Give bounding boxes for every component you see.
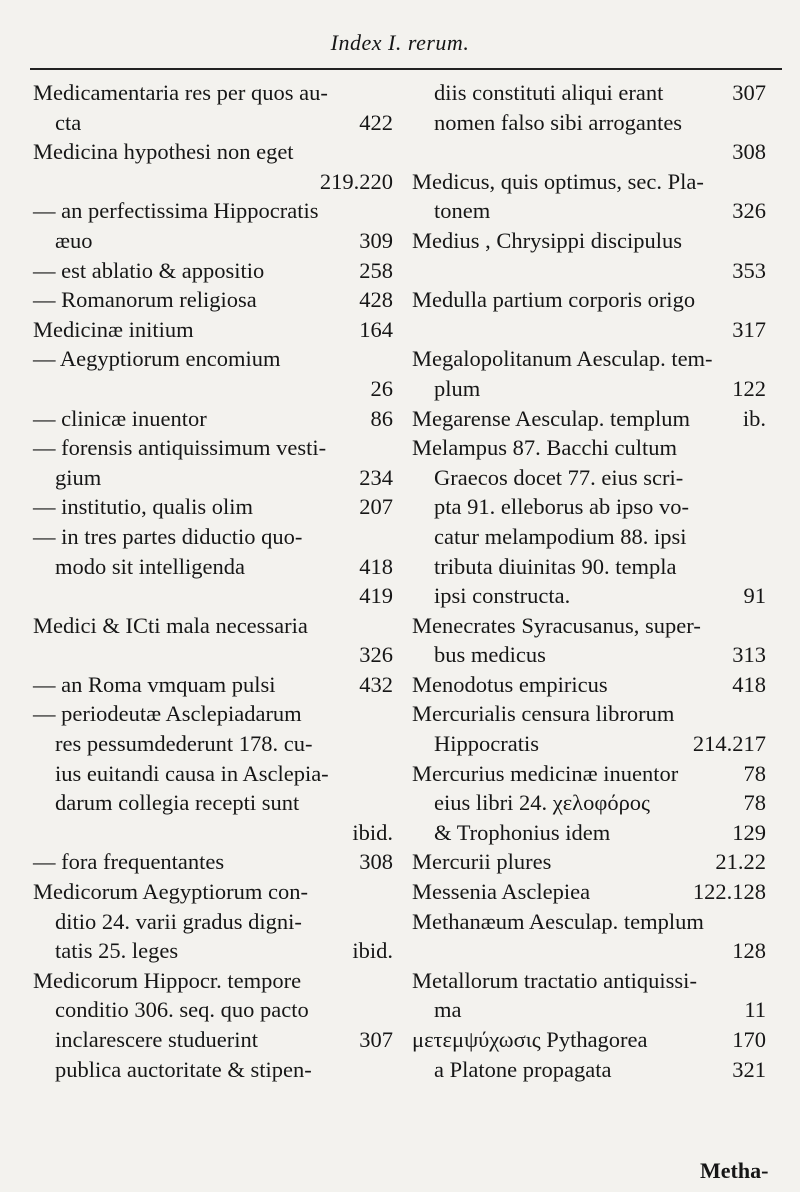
index-line — [412, 492, 766, 522]
index-line — [33, 552, 393, 582]
index-line — [33, 137, 393, 167]
index-line — [33, 433, 393, 463]
index-text: ma — [434, 997, 462, 1023]
index-line — [412, 167, 766, 197]
index-text: — forensis antiquissimum vesti- — [33, 435, 327, 461]
index-line — [33, 492, 393, 522]
index-line — [412, 936, 766, 966]
index-line — [33, 463, 393, 493]
page-reference: 308 — [359, 849, 393, 875]
page-reference: ibid. — [352, 938, 393, 964]
index-line — [33, 699, 393, 729]
index-entry — [33, 78, 393, 137]
page-reference: 353 — [732, 257, 766, 283]
index-line — [33, 670, 393, 700]
index-line — [33, 374, 393, 404]
index-line — [412, 404, 766, 434]
index-text: Melampus 87. Bacchi cultum — [412, 435, 677, 461]
index-text: modo sit intelligenda — [55, 553, 245, 579]
index-text: ditio 24. varii gradus digni- — [55, 908, 302, 934]
index-line — [412, 788, 766, 818]
index-entry — [33, 196, 393, 255]
index-text: — fora frequentantes — [33, 849, 225, 875]
index-text: — in tres partes diductio quo- — [33, 523, 303, 549]
page-reference: 234 — [359, 464, 393, 490]
index-text: Medulla partium corporis origo — [412, 287, 696, 313]
page-reference: 129 — [732, 819, 766, 845]
index-entry — [412, 167, 766, 226]
index-text: res pessumdederunt 178. cu- — [55, 731, 313, 757]
page-reference: 122.128 — [692, 879, 766, 905]
index-entry — [412, 433, 766, 611]
page-reference: 91 — [743, 583, 766, 609]
index-text: tributa diuinitas 90. templa — [434, 553, 677, 579]
index-line — [412, 256, 766, 286]
index-text: plum — [434, 375, 481, 401]
index-entry — [412, 285, 766, 344]
index-text: Megalopolitanum Aesculap. tem- — [412, 346, 713, 372]
index-text: Medicus, quis optimus, sec. Pla- — [412, 168, 704, 194]
page-reference: 86 — [370, 405, 393, 431]
running-header: Index I. rerum. — [330, 30, 470, 55]
index-text: — est ablatio & appositio — [33, 257, 265, 283]
index-line — [33, 581, 393, 611]
index-line — [412, 374, 766, 404]
index-line — [33, 1025, 393, 1055]
index-line — [33, 315, 393, 345]
page-reference: 419 — [359, 583, 393, 609]
index-line — [33, 78, 393, 108]
index-text: inclarescere studuerint — [55, 1027, 259, 1052]
index-entry — [412, 670, 766, 700]
index-text: Messenia Asclepiea — [412, 879, 591, 905]
index-entry — [33, 344, 393, 403]
index-text: publica auctoritate & stipen- — [55, 1056, 312, 1082]
page-reference: 308 — [732, 139, 766, 165]
index-line — [412, 611, 766, 641]
page-reference: ibid. — [352, 819, 393, 845]
index-line — [412, 196, 766, 226]
index-line — [412, 137, 766, 167]
index-text: darum collegia recepti sunt — [55, 790, 300, 816]
index-line — [412, 581, 766, 611]
page-reference: 307 — [732, 80, 766, 105]
index-text: Medicamentaria res per quos au- — [33, 80, 328, 105]
index-line — [412, 877, 766, 907]
index-text: Methanæum Aesculap. templum — [412, 908, 704, 934]
index-line — [412, 907, 766, 937]
index-line — [33, 108, 393, 138]
index-text: eius libri 24. χελοφόρος — [434, 790, 650, 816]
page-reference: 418 — [359, 553, 393, 579]
index-entry — [412, 966, 766, 1025]
index-line — [412, 315, 766, 345]
index-line — [412, 552, 766, 582]
page-reference: 26 — [370, 375, 393, 401]
page-reference: 170 — [732, 1027, 766, 1052]
index-line — [33, 640, 393, 670]
index-text: conditio 306. seq. quo pacto — [55, 997, 309, 1023]
index-entry — [412, 907, 766, 966]
index-entry — [412, 847, 766, 877]
index-text: ipsi constructa. — [434, 583, 571, 609]
index-text: Mercurii plures — [412, 849, 552, 875]
page-reference: 321 — [732, 1056, 766, 1082]
index-line — [412, 847, 766, 877]
page-reference: 128 — [732, 938, 766, 964]
index-line — [33, 344, 393, 374]
index-line — [412, 463, 766, 493]
index-text: æuo — [55, 227, 93, 253]
page-reference: 78 — [743, 790, 766, 816]
page-reference: 313 — [732, 642, 766, 668]
index-entry — [33, 877, 393, 966]
index-line — [412, 78, 766, 108]
page-reference: 164 — [359, 316, 393, 342]
index-entry — [412, 611, 766, 670]
index-line — [412, 433, 766, 463]
index-line — [33, 907, 393, 937]
page-reference: 307 — [359, 1027, 393, 1052]
page-reference: 78 — [743, 760, 766, 786]
index-entry — [33, 966, 393, 1084]
index-line — [33, 404, 393, 434]
index-entry — [33, 433, 393, 492]
index-line — [33, 256, 393, 286]
page-reference: 326 — [732, 198, 766, 224]
index-text: pta 91. elleborus ab ipso vo- — [434, 494, 689, 520]
index-text: Graecos docet 77. eius scri- — [434, 464, 684, 490]
index-entry — [33, 522, 393, 611]
index-line — [412, 1025, 766, 1055]
index-entry — [412, 1025, 766, 1084]
index-text: Medicorum Aegyptiorum con- — [33, 879, 308, 905]
index-line — [33, 522, 393, 552]
index-entry — [33, 404, 393, 434]
index-text: tatis 25. leges — [55, 938, 179, 964]
index-text: — Aegyptiorum encomium — [33, 346, 281, 372]
index-line — [412, 522, 766, 552]
index-text: Medicorum Hippocr. tempore — [33, 967, 302, 993]
page-reference: 11 — [744, 997, 766, 1023]
index-line — [412, 966, 766, 996]
index-text: Menodotus empiricus — [412, 671, 608, 697]
page-reference: 122 — [732, 375, 766, 401]
left-column — [33, 78, 393, 1084]
index-line — [33, 196, 393, 226]
index-line — [33, 226, 393, 256]
index-text: — periodeutæ Asclepiadarum — [33, 701, 302, 727]
index-text: Megarense Aesculap. templum — [412, 405, 691, 431]
index-entry — [33, 699, 393, 847]
index-text: & Trophonius idem — [434, 819, 611, 845]
index-line — [33, 818, 393, 848]
header-rule — [30, 68, 782, 70]
index-text: tonem — [434, 198, 491, 224]
page-reference: 326 — [359, 642, 393, 668]
index-text: Medicina hypothesi non eget — [33, 139, 294, 165]
index-entry — [33, 847, 393, 877]
index-line — [412, 995, 766, 1025]
page-reference: 428 — [359, 287, 393, 313]
page-reference: 432 — [359, 671, 393, 697]
index-line — [33, 729, 393, 759]
index-text: — institutio, qualis olim — [33, 494, 254, 520]
page-reference: 207 — [359, 494, 393, 520]
index-line — [412, 344, 766, 374]
index-line — [412, 759, 766, 789]
index-line — [412, 1055, 766, 1085]
index-line — [33, 847, 393, 877]
index-line — [412, 699, 766, 729]
page-reference: 418 — [732, 671, 766, 697]
index-line — [412, 108, 766, 138]
index-entry — [412, 226, 766, 285]
index-line — [33, 877, 393, 907]
index-text: — an perfectissima Hippocratis — [33, 198, 319, 224]
index-text: Medici & ICti mala necessaria — [33, 612, 308, 638]
page-reference: 317 — [732, 316, 766, 342]
index-text: Mercurialis censura librorum — [412, 701, 675, 727]
index-entry — [412, 78, 766, 167]
index-entry — [33, 285, 393, 315]
index-text: Mercurius medicinæ inuentor — [412, 760, 679, 786]
index-text: diis constituti aliqui erant — [434, 80, 664, 105]
index-entry — [412, 344, 766, 403]
index-line — [412, 818, 766, 848]
index-line — [412, 640, 766, 670]
index-text: gium — [55, 464, 102, 490]
index-text: bus medicus — [434, 642, 546, 668]
index-text: Metallorum tractatio antiquissi- — [412, 967, 697, 993]
index-line — [33, 995, 393, 1025]
index-line — [33, 167, 393, 197]
index-entry — [412, 877, 766, 907]
index-line — [412, 226, 766, 256]
index-entry — [33, 670, 393, 700]
index-entry — [412, 699, 766, 758]
page-reference: 214.217 — [692, 731, 766, 757]
index-line — [33, 611, 393, 641]
index-entry — [412, 759, 766, 848]
page-reference: ib. — [742, 405, 766, 431]
page-reference: 21.22 — [715, 849, 766, 875]
index-text: cta — [55, 109, 82, 135]
index-line — [33, 788, 393, 818]
index-text: ius euitandi causa in Asclepia- — [55, 760, 329, 786]
index-text: nomen falso sibi arrogantes — [434, 109, 683, 135]
index-text: Medius , Chrysippi discipulus — [412, 227, 683, 253]
index-line — [33, 285, 393, 315]
index-text: — clinicæ inuentor — [33, 405, 207, 431]
page-reference: 309 — [359, 227, 393, 253]
index-text: μετεμψύχωσις Pythagorea — [412, 1027, 648, 1052]
index-text: Medicinæ initium — [33, 316, 194, 342]
index-line — [412, 285, 766, 315]
index-text: Menecrates Syracusanus, super- — [412, 612, 701, 638]
index-entry — [33, 492, 393, 522]
index-line — [412, 729, 766, 759]
index-line — [412, 670, 766, 700]
right-column — [412, 78, 766, 1084]
index-line — [33, 759, 393, 789]
catchword: Metha- — [700, 1158, 769, 1183]
index-entry — [412, 404, 766, 434]
index-entry — [33, 315, 393, 345]
page-reference: 219.220 — [319, 168, 393, 194]
index-entry — [33, 256, 393, 286]
index-line — [33, 966, 393, 996]
index-line — [33, 1055, 393, 1085]
index-text: — an Roma vmquam pulsi — [33, 671, 276, 697]
page-reference: 258 — [359, 257, 393, 283]
index-entry — [33, 611, 393, 670]
index-text: a Platone propagata — [434, 1056, 612, 1082]
index-text: — Romanorum religiosa — [33, 287, 257, 313]
index-line — [33, 936, 393, 966]
page-reference: 422 — [359, 109, 393, 135]
index-text: catur melampodium 88. ipsi — [434, 523, 687, 549]
index-text: Hippocratis — [434, 731, 539, 757]
index-entry — [33, 137, 393, 196]
